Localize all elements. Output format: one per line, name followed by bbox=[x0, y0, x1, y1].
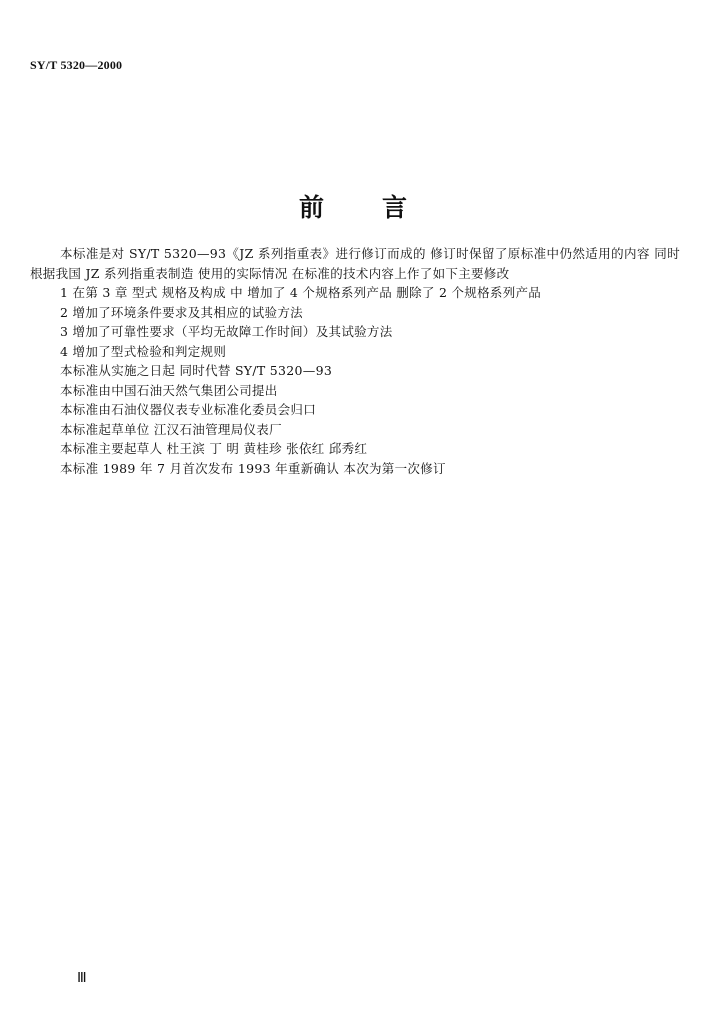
statement-drafters: 本标准主要起草人 杜王滨 丁 明 黄桂珍 张依红 邱秀红 bbox=[60, 441, 368, 456]
statement-drafting-unit: 本标准起草单位 江汉石油管理局仪表厂 bbox=[60, 421, 282, 437]
page-number: Ⅲ bbox=[77, 971, 87, 986]
statement-effective-date: 本标准从实施之日起 同时代替 SY/T 5320—93 bbox=[60, 363, 333, 378]
document-body bbox=[30, 244, 680, 478]
change-item-4: 4 增加了型式检验和判定规则 bbox=[60, 343, 227, 359]
standard-code: SY/T 5320—2000 bbox=[30, 58, 123, 72]
change-item-3: 3 增加了可靠性要求（平均无故障工作时间）及其试验方法 bbox=[60, 324, 393, 339]
page-title: 前言 bbox=[298, 193, 465, 222]
statement-proposer: 本标准由中国石油天然气集团公司提出 bbox=[60, 382, 278, 398]
change-item-2: 2 增加了环境条件要求及其相应的试验方法 bbox=[60, 304, 303, 320]
statement-responsible-committee: 本标准由石油仪器仪表专业标准化委员会归口 bbox=[60, 402, 317, 417]
change-item-1: 1 在第 3 章 型式 规格及构成 中 增加了 4 个规格系列产品 删除了 2 个规格系列产品 bbox=[60, 285, 542, 300]
intro-paragraph: 本标准是对 SY/T 5320—93《JZ 系列指重表》进行修订而成的 修订时保留了原标准中仍然适用的内容 同时根据我国 JZ 系列指重表制造 使用的实际情况 在标准的技术内容上作了如下主要修改 bbox=[30, 246, 680, 281]
statement-history: 本标准 1989 年 7 月首次发布 1993 年重新确认 本次为第一次修订 bbox=[60, 460, 446, 476]
